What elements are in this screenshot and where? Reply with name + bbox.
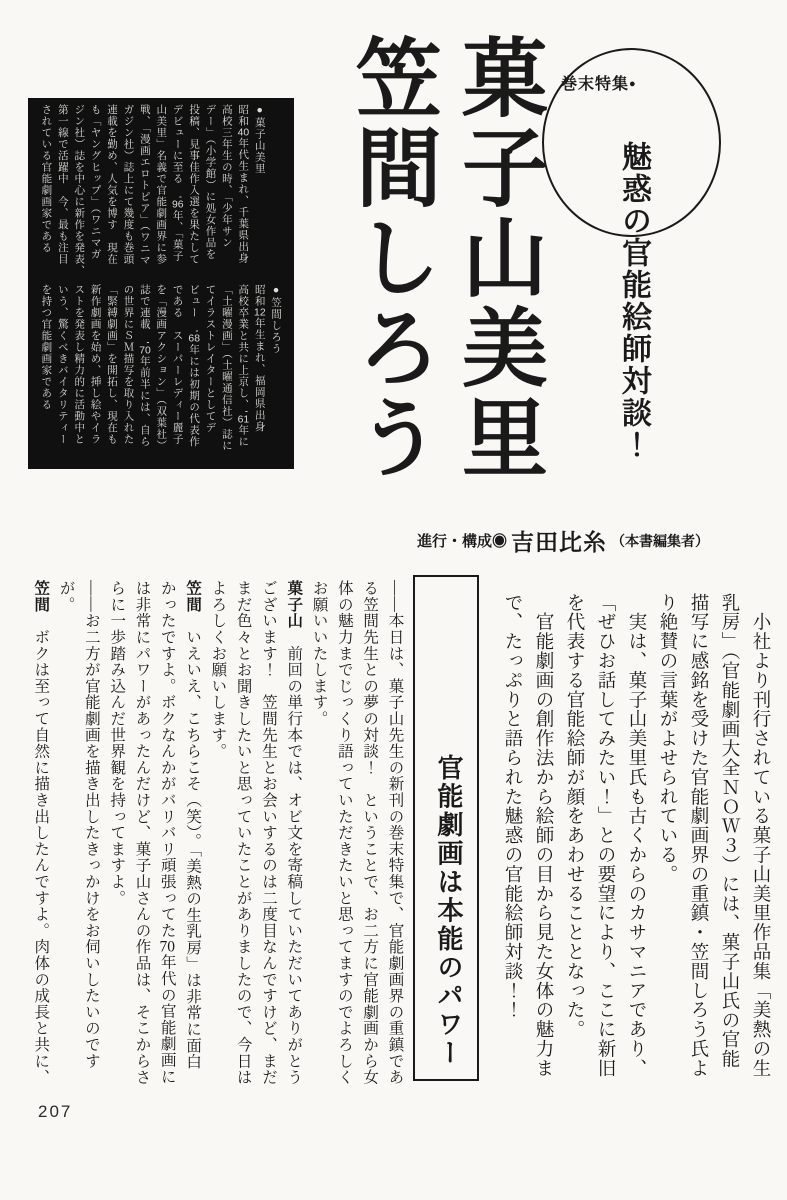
interview-text-column: 菓子山 前回の単行本では、オビ文を寄稿していただいてありがとう xyxy=(285,580,303,1086)
title-name-column: 菓子山美里 xyxy=(449,33,545,483)
feature-label-text: 巻末特集 xyxy=(561,76,630,93)
profile-text-column: てイラストレイターとしてデ xyxy=(204,284,217,434)
feature-label xyxy=(561,71,637,94)
profile-text-column: 戦、「漫画エロトピア」（ワニマ xyxy=(138,104,151,266)
speaker-name: 笠間 xyxy=(184,580,202,613)
lead-text-column: 実は、菓子山美里氏も古くからのカサマニアであり、 xyxy=(626,593,646,1078)
profile-text-column: 高校卒業と共に上京し、'61年に xyxy=(237,284,250,448)
speaker-name: 笠間 xyxy=(32,580,50,613)
profile-text-column: 昭和40年代生まれ、千葉県出身 xyxy=(237,104,250,264)
page-title xyxy=(338,33,550,503)
credit-line xyxy=(417,524,709,557)
section-heading: 官能劇画は本能のパワー xyxy=(434,753,463,1067)
profile-text-column: 昭和12年生まれ、福岡県出身 xyxy=(253,284,266,433)
inline-number: 70 xyxy=(159,938,176,955)
profile-text-column: デビューに至る '96年、「菓子 xyxy=(171,104,184,262)
lead-text-column: 官能劇画の創作法から絵師の目から見た女体の魅力ま xyxy=(533,593,553,1078)
title-name-column: 笠間しろう xyxy=(343,33,439,483)
profile-text-column: ガジン社）誌上にて幾度も巻頭 xyxy=(122,104,135,265)
profile-text-column: ストを発表し精力的に活動中と xyxy=(73,284,86,445)
inline-number: 68 xyxy=(188,333,200,344)
interview-text-column: ——お二方が官能劇画を描き出したきっかけをお伺いしたいのです xyxy=(82,580,100,1069)
inline-number: 96 xyxy=(172,199,184,210)
interview-text-column: 笠間 ボクは至って自然に描き出したんですよ。肉体の成長と共に、 xyxy=(32,580,50,1086)
lead-text-column: 「ぜひお話してみたい！」との要望により、ここに新旧 xyxy=(595,593,615,1078)
interview-text-column: は非常にパワーがあったんだけど、菓子山さんの作品は、そこからさ xyxy=(133,580,151,1086)
interview-text-column: ございます！ 笠間先生とお会いするのは二度目なんですけど、まだ xyxy=(259,580,277,1086)
profile-text-column: である スーパーレディー麗子 xyxy=(171,284,184,445)
interview-text-column: よろしくお願いします。 xyxy=(209,580,227,760)
interview-text-column: ——本日は、菓子山先生の新刊の巻末特集で、官能劇画界の重鎮であ xyxy=(386,580,404,1086)
profile-text-column: ●菓子山美里 xyxy=(253,104,266,175)
speaker-name: 菓子山 xyxy=(285,580,303,629)
profile-text-column: 「土曜漫画」（土曜通信社）誌に xyxy=(220,284,233,452)
feature-headline: 魅惑の官能絵師対談！ xyxy=(617,141,650,461)
feature-bullet-icon: ● xyxy=(629,78,637,90)
profile-text-column: ジン社）誌を中心に新作を発表、 xyxy=(73,104,86,277)
profile-text-column: 「緊縛劇画」を開拓し、現在も xyxy=(106,284,119,445)
profile-text-column: 第一線で活躍中 今、最も注目 xyxy=(56,104,69,265)
profile-text-column: 投稿、見事佳作入選を果たして xyxy=(188,104,201,265)
credit-role: 進行・構成◉ xyxy=(416,533,507,550)
interview-text-column: 笠間 いえいえ、こちらこそ（笑）。「美熱の生乳房」は非常に面白 xyxy=(184,580,202,1070)
interview-body xyxy=(28,580,407,1090)
section-heading-box xyxy=(413,575,479,1081)
inline-number: 207 xyxy=(38,1102,73,1121)
lead-text-column: り絶賛の言葉がよせられている。 xyxy=(657,593,677,884)
lead-text-column: 描写に感銘を受けた官能劇画界の重鎮・笠間しろう氏よ xyxy=(688,593,708,1078)
lead-text-column: で、たっぷりと語られた魅惑の官能絵師対談！！ xyxy=(502,593,522,1020)
profile-text-column: を「漫画アクション」（双葉社） xyxy=(155,284,168,452)
profile-text-column: 高校三年生の時、「少年サン xyxy=(220,104,233,249)
profile-text-column: デー」（小学館）に処女作品を xyxy=(204,104,217,260)
lead-text-column: 乳房」（官能劇画大全ＮＯＷ３）には、菓子山氏の官能 xyxy=(719,593,739,1069)
inline-number: 70 xyxy=(139,344,151,356)
inline-number: 12 xyxy=(254,307,266,318)
profile-text-column: の世界にＳＭ描写を取り入れた xyxy=(122,284,135,445)
profile-text-column: ●笠間しろう xyxy=(270,284,283,355)
lead-paragraph xyxy=(496,593,775,1080)
author-profiles-box xyxy=(28,98,294,469)
profile-text-column: も「ヤングヒップ」（ワニマガ xyxy=(89,104,102,260)
interview-text-column: 体の魅力までじっくり語っていただきたいと思ってますのでよろしく xyxy=(335,580,353,1086)
page-number xyxy=(38,1102,72,1122)
profile-kasama-shirou xyxy=(38,284,284,465)
inline-number: 61 xyxy=(237,413,250,425)
profile-text-column: 誌で連載 '70年前半には、自ら xyxy=(138,284,151,448)
profile-text-column: を持つ官能劇画家である xyxy=(40,284,53,411)
profile-text-column: されている官能劇画家である xyxy=(40,104,53,254)
profile-text-column: 新作劇画を始め、挿し絵やイラ xyxy=(89,284,102,445)
profile-text-column: 山美里」名義で官能劇画界に参 xyxy=(155,104,168,265)
interview-text-column: る笠間先生との夢の対談！ ということで、お二方に官能劇画から女 xyxy=(361,580,379,1086)
profile-text-column: 連載を勤め、人気を博す 現在 xyxy=(106,104,119,265)
credit-note: （本書編集者） xyxy=(611,532,709,549)
lead-text-column: を代表する官能絵師が顔をあわせることとなった。 xyxy=(564,593,584,1040)
profile-text-column: いう、驚くべきバイタリティー xyxy=(56,284,69,445)
interview-text-column: まだ色々とお聞きしたいと思っていたことがありましたので、今日は xyxy=(234,580,252,1086)
interview-text-column: らに一歩踏み込んだ世界観を持ってますよ。 xyxy=(108,580,126,906)
credit-name: 吉田比糸 xyxy=(511,529,607,555)
interview-text-column: かったですよ。ボクなんかがバリバリ頑張ってた70年代の官能劇画に xyxy=(158,580,176,1085)
interview-text-column: が。 xyxy=(57,580,75,613)
lead-text-column: 小社より刊行されている菓子山美里作品集「美熱の生 xyxy=(750,593,770,1078)
profile-text-column: ビュー '68年には初期の代表作 xyxy=(188,284,201,448)
interview-text-column: お願いいたします。 xyxy=(310,580,328,727)
profile-kashiyama-misato xyxy=(38,104,268,282)
inline-number: 40 xyxy=(237,127,250,138)
